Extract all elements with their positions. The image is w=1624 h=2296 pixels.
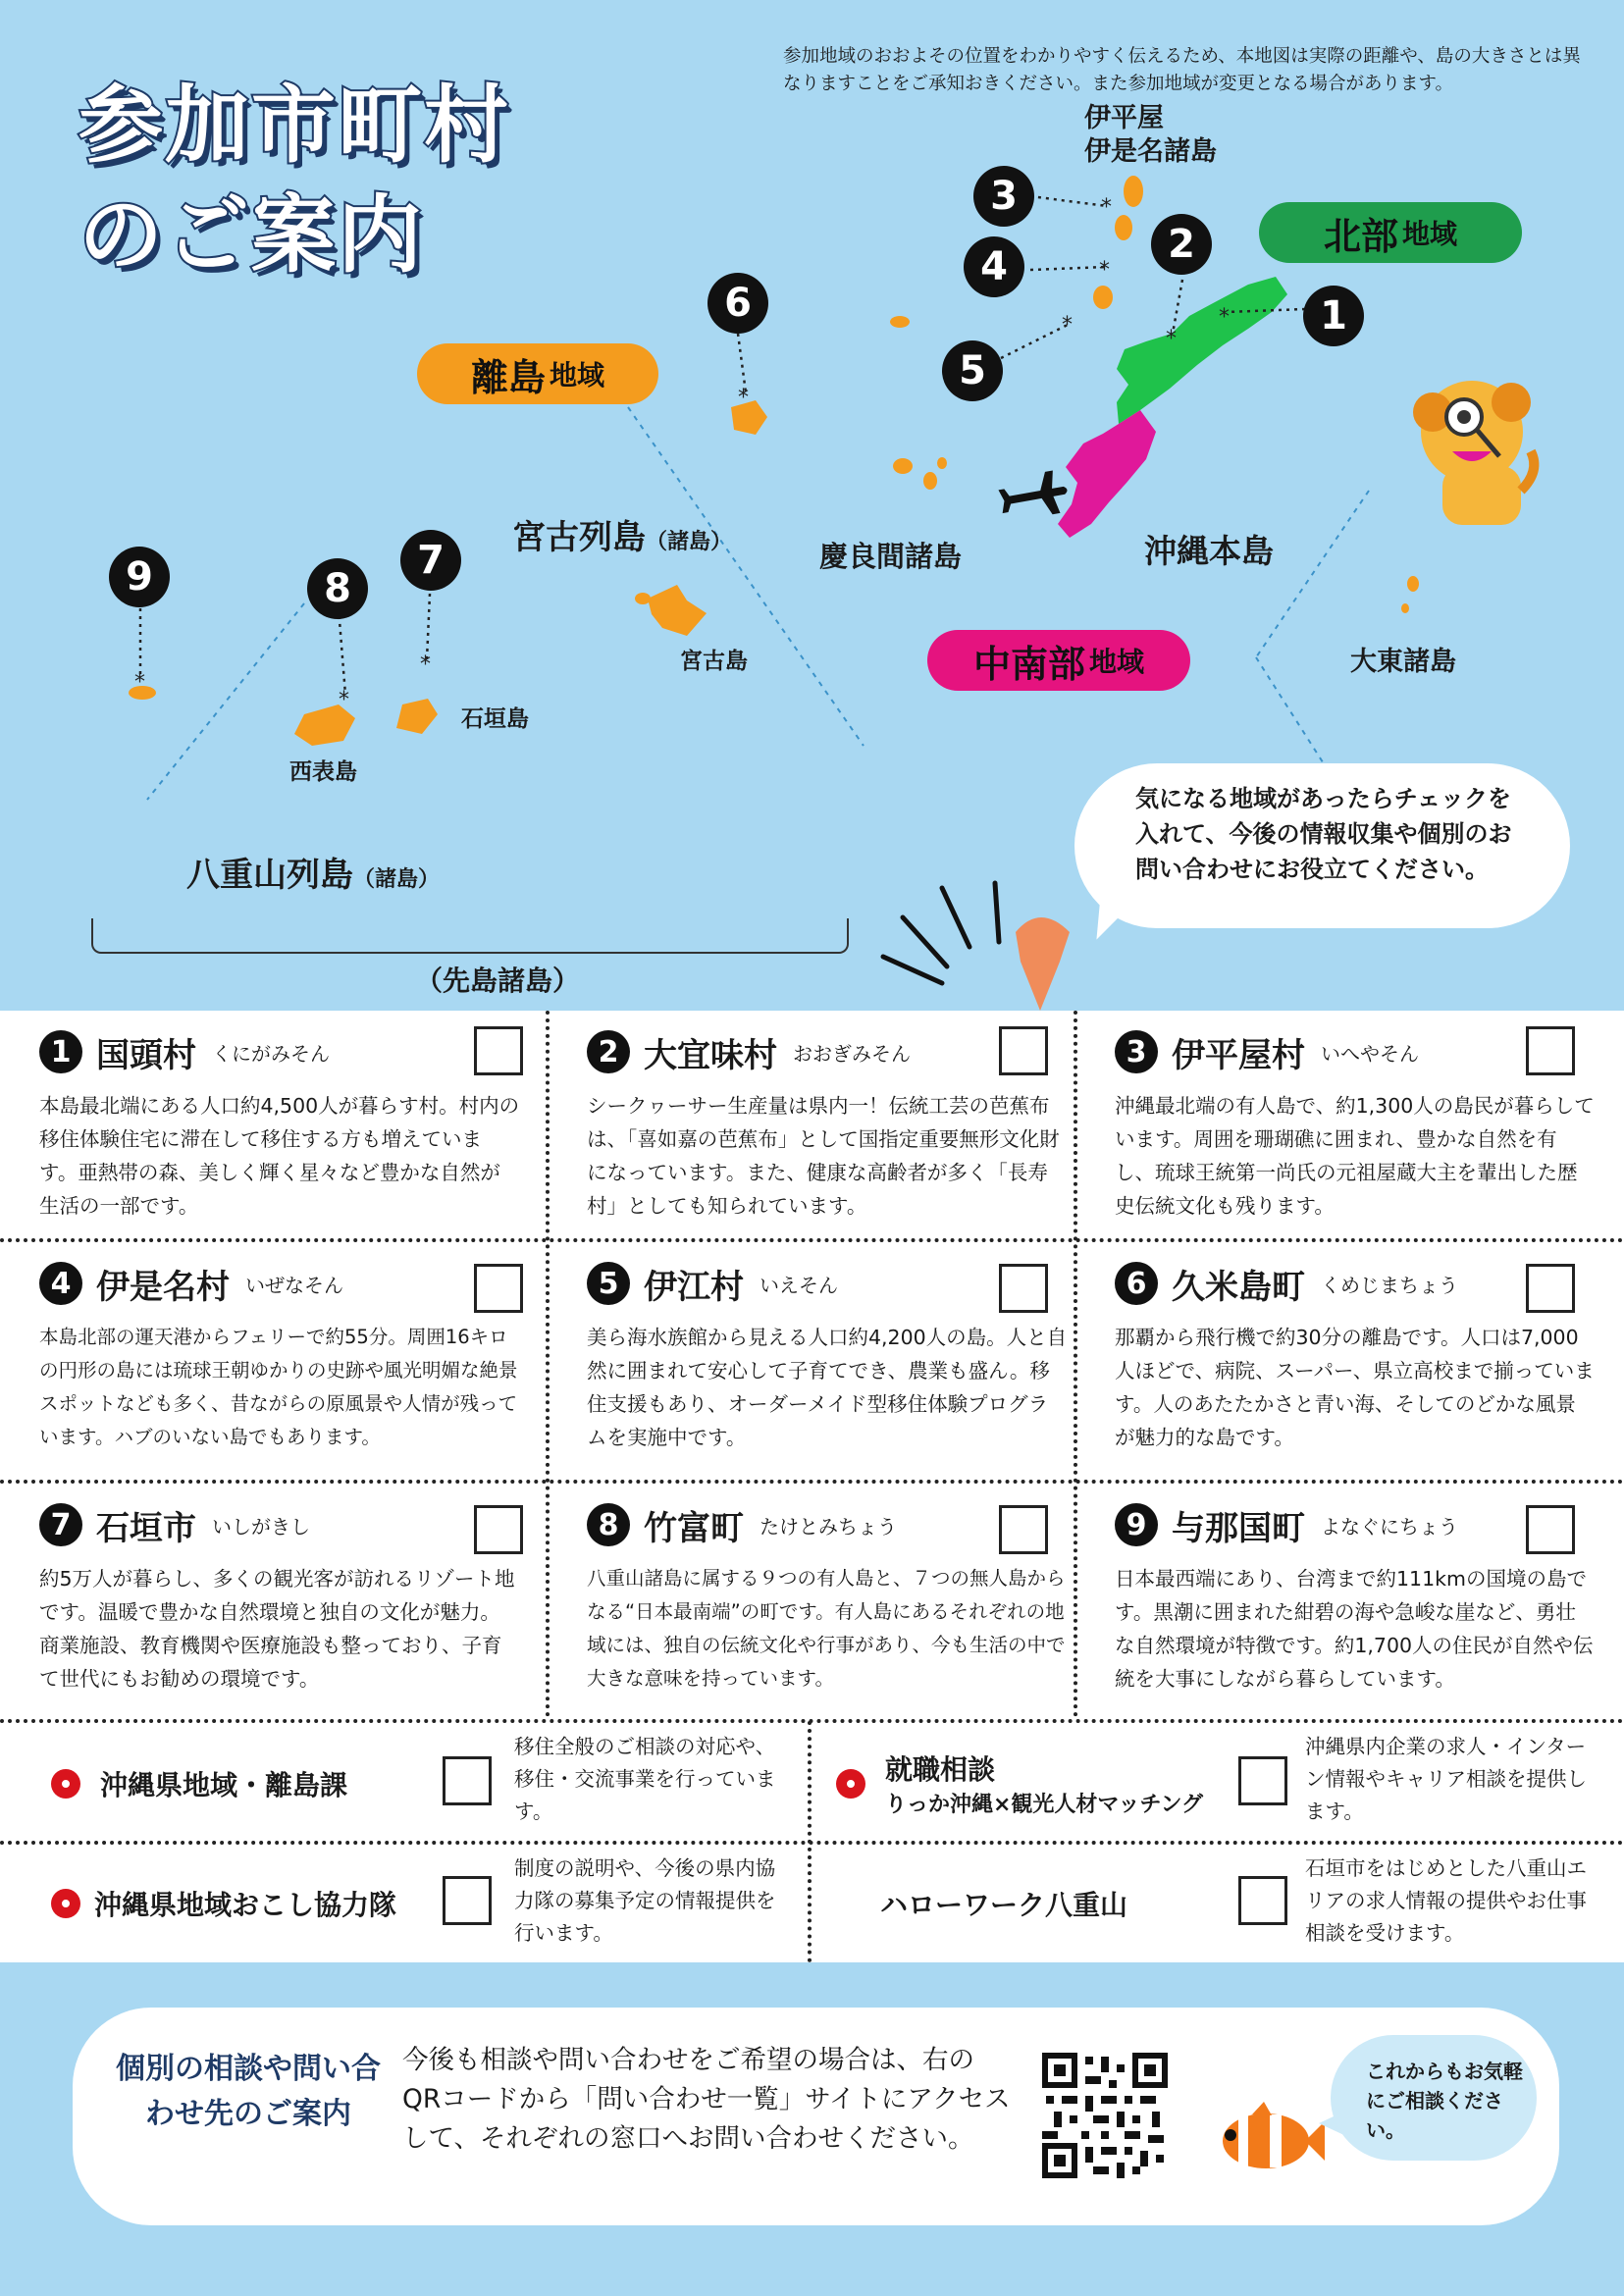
qr-code-icon[interactable] (1042, 2053, 1168, 2178)
label-miyako-jima: 宮古島 (680, 649, 748, 674)
municipality-description: 美ら海水族館から見える人口約4,200人の島。人と自然に囲まれて安心して子育てでき、農業も盛ん。移住支援もあり、オーダーメイド型移住体験プログラムを実施中です。 (587, 1326, 1068, 1449)
grid-divider (0, 1719, 1624, 1723)
map-marker-1: 1 (1303, 286, 1364, 346)
label-ishigaki-jima: 石垣島 (461, 706, 529, 732)
municipality-description: 沖縄最北端の有人島で、約1,300人の島民が暮らしています。周囲を珊瑚礁に囲まれ、豊かな自然を有し、琉球王統第一尚氏の元祖屋蔵大主を輩出した歴史伝統文化も残ります。 (1115, 1094, 1595, 1218)
municipality-grid (0, 1011, 1624, 1962)
municipality-reading: よなぐにちょう (1321, 1514, 1458, 1539)
okinawa-logo-icon (51, 1889, 80, 1918)
municipality-card-8 (548, 1484, 1074, 1696)
org-community-cooperation-team: 沖縄県地域おこし協力隊 (51, 1884, 396, 1923)
clownfish-mascot-icon (1209, 2100, 1327, 2178)
org-hello-work-yaeyama: ハローワーク八重山 (880, 1889, 1128, 1921)
checkbox-job-consultation[interactable] (1238, 1756, 1287, 1805)
shisa-mascot-icon (1413, 381, 1534, 525)
region-central-south-label: 中南部 地域 (927, 630, 1190, 691)
municipality-number: 4 (39, 1262, 82, 1305)
municipality-name: 久米島町 (1172, 1267, 1305, 1307)
grid-divider (0, 1841, 1624, 1845)
municipality-number: 6 (1115, 1262, 1158, 1305)
municipality-reading: いえそん (760, 1273, 838, 1297)
region-north-label: 北部 地域 (1259, 202, 1522, 263)
map-marker-6: 6 (707, 273, 768, 334)
checkbox-iheya[interactable] (1526, 1026, 1575, 1075)
municipality-card-1 (0, 1011, 546, 1223)
check-instruction-bubble: 気になる地域があったらチェックを入れて、今後の情報収集や個別のお問い合わせにお役立てください。 (1074, 763, 1570, 928)
municipality-description: 八重山諸島に属する９つの有人島と、７つの無人島からなる“日本最南端”の町です。有人島にあるそれぞれの地域には、独自の伝統文化や行事があり、今も生活の中で大きな意味を持っています。 (587, 1567, 1066, 1690)
municipality-reading: くにがみそん (212, 1041, 330, 1066)
municipality-description: 本島北部の運天港からフェリーで約55分。周囲16キロの円形の島には琉球王朝ゆかりの史跡や風光明媚な絶景スポットなども多く、昔ながらの原風景や人情が残っています。ハブのいない島でもあります。 (39, 1326, 518, 1448)
municipality-reading: いへやそん (1321, 1041, 1419, 1066)
municipality-name: 大宜味村 (644, 1035, 777, 1075)
municipality-card-4 (0, 1242, 546, 1454)
municipality-name: 伊是名村 (96, 1267, 230, 1307)
map-marker-8: 8 (307, 558, 368, 619)
map-disclaimer: 参加地域のおおよその位置をわかりやすく伝えるため、本地図は実際の距離や、島の大きさとは異なりますことをご承知おきください。また参加地域が変更となる場合があります。 (783, 46, 1581, 94)
svg-text:*: * (738, 386, 749, 410)
checkbox-ishigaki[interactable] (474, 1505, 523, 1554)
municipality-reading: いしがきし (212, 1514, 310, 1539)
municipality-description: シークヮーサー生産量は県内一！伝統工芸の芭蕉布は、「喜如嘉の芭蕉布」として国指定重要無形文化財になっています。また、健康な高齢者が多く「長寿村」としても知られています。 (587, 1094, 1060, 1218)
checkbox-taketomi[interactable] (999, 1505, 1048, 1554)
municipality-card-7 (0, 1484, 546, 1696)
label-daito-islands: 大東諸島 (1350, 647, 1456, 677)
label-miyako-islands: 宮古列島（諸島） (512, 518, 733, 557)
label-yaeyama-islands: 八重山列島（諸島） (186, 856, 441, 895)
okinawa-logo-icon (836, 1769, 865, 1799)
municipality-reading: いぜなそん (245, 1273, 343, 1297)
svg-text:*: * (1099, 258, 1110, 283)
okinawa-main-north (1117, 277, 1287, 424)
checkbox-ogimi[interactable] (999, 1026, 1048, 1075)
checkbox-hello-work-yaeyama[interactable] (1238, 1876, 1287, 1925)
airplane-icon (997, 469, 1072, 523)
municipality-reading: おおぎみそん (793, 1041, 911, 1066)
municipality-reading: くめじまちょう (1321, 1273, 1458, 1297)
checkbox-regional-islands-division[interactable] (443, 1756, 492, 1805)
org-okinawa-regional-islands-division: 沖縄県地域・離島課 (51, 1764, 347, 1803)
footer-instructions: 今後も相談や問い合わせをご希望の場合は、右のQRコードから「問い合わせ一覧」サイトにアクセスして、それぞれの窓口へお問い合わせください。 (402, 2045, 1011, 2154)
municipality-number: 9 (1115, 1503, 1158, 1546)
svg-text:*: * (420, 652, 431, 677)
svg-text:*: * (1101, 195, 1112, 220)
org-description: 移住全般のご相談の対応や、移住・交流事業を行っています。 (514, 1735, 776, 1823)
region-islands-label: 離島 地域 (417, 343, 658, 404)
org-description: 石垣市をはじめとした八重山エリアの求人情報の提供やお仕事相談を受けます。 (1305, 1856, 1587, 1945)
municipality-description: 日本最西端にあり、台湾まで約111kmの国境の島です。黒潮に囲まれた紺碧の海や急峻な崖など、勇壮な自然環境が特徴です。約1,700人の住民が自然や伝統を大事にしながら暮らしています。 (1115, 1567, 1594, 1691)
municipality-card-5 (548, 1242, 1074, 1454)
municipality-description: 約5万人が暮らし、多くの観光客が訪れるリゾート地です。温暖で豊かな自然環境と独自の文化が魅力。商業施設、教育機関や医療施設も整っており、子育て世代にもお勧めの環境です。 (39, 1567, 515, 1691)
footer-title: 個別の相談や問い合わせ先のご案内 (116, 2052, 381, 2131)
checkbox-community-cooperation-team[interactable] (443, 1876, 492, 1925)
municipality-description: 本島最北端にある人口約4,500人が暮らす村。村内の移住体験住宅に滞在して移住する方も増えています。亜熱帯の森、美しく輝く星々など豊かな自然が生活の一部です。 (39, 1094, 520, 1218)
svg-text:*: * (1219, 305, 1230, 330)
municipality-name: 石垣市 (96, 1508, 196, 1548)
municipality-card-2 (548, 1011, 1074, 1223)
footer-speech-bubble: これからもお気軽にご相談ください。 (1331, 2035, 1537, 2161)
okinawa-main-south (1058, 410, 1156, 538)
pointing-hand-icon (883, 883, 1070, 1011)
municipality-name: 与那国町 (1172, 1508, 1305, 1548)
checkbox-izena[interactable] (474, 1264, 523, 1313)
org-description: 沖縄県内企業の求人・インターン情報やキャリア相談を提供します。 (1305, 1735, 1587, 1823)
municipality-name: 伊平屋村 (1172, 1035, 1305, 1075)
municipality-description: 那覇から飛行機で約30分の離島です。人口は7,000人ほどで、病院、スーパー、県立高校まで揃っています。人のあたたかさと青い海、そしてのどかな風景が魅力的な島です。 (1115, 1326, 1595, 1449)
label-iheya-izena: 伊平屋 伊是名諸島 (1084, 103, 1217, 167)
municipality-reading: たけとみちょう (760, 1514, 897, 1539)
municipality-number: 2 (587, 1030, 630, 1073)
municipality-name: 竹富町 (644, 1508, 744, 1548)
map-section (0, 0, 1624, 1011)
checkbox-kunigami[interactable] (474, 1026, 523, 1075)
okinawa-logo-icon (51, 1769, 80, 1799)
svg-text:*: * (339, 688, 349, 712)
municipality-number: 1 (39, 1030, 82, 1073)
municipality-number: 5 (587, 1262, 630, 1305)
label-kerama-islands: 慶良間諸島 (819, 540, 963, 573)
org-job-consultation: 就職相談 りっか沖縄×観光人材マッチング (836, 1748, 1203, 1818)
municipality-number: 8 (587, 1503, 630, 1546)
page-title: 参加市町村 のご案内 (79, 77, 510, 285)
checkbox-ie[interactable] (999, 1264, 1048, 1313)
municipality-number: 3 (1115, 1030, 1158, 1073)
municipality-name: 国頭村 (96, 1035, 196, 1075)
svg-text:*: * (1062, 313, 1073, 338)
map-marker-5: 5 (942, 340, 1003, 401)
map-marker-9: 9 (109, 547, 170, 607)
label-iriomote-jima: 西表島 (289, 759, 357, 785)
grid-divider (808, 1721, 812, 1962)
sakishima-bracket (91, 918, 849, 954)
municipality-name: 伊江村 (644, 1267, 744, 1307)
checkbox-yonaguni[interactable] (1526, 1505, 1575, 1554)
map-marker-3: 3 (973, 166, 1034, 227)
org-description: 制度の説明や、今後の県内協力隊の募集予定の情報提供を行います。 (514, 1856, 776, 1945)
map-marker-2: 2 (1151, 214, 1212, 275)
map-marker-7: 7 (400, 530, 461, 591)
svg-text:*: * (134, 670, 145, 695)
label-okinawa-main-island: 沖縄本島 (1144, 532, 1274, 570)
svg-text:*: * (1166, 327, 1177, 351)
map-marker-4: 4 (964, 236, 1024, 297)
municipality-number: 7 (39, 1503, 82, 1546)
label-sakishima-islands: （先島諸島） (415, 965, 581, 997)
checkbox-kumejima[interactable] (1526, 1264, 1575, 1313)
